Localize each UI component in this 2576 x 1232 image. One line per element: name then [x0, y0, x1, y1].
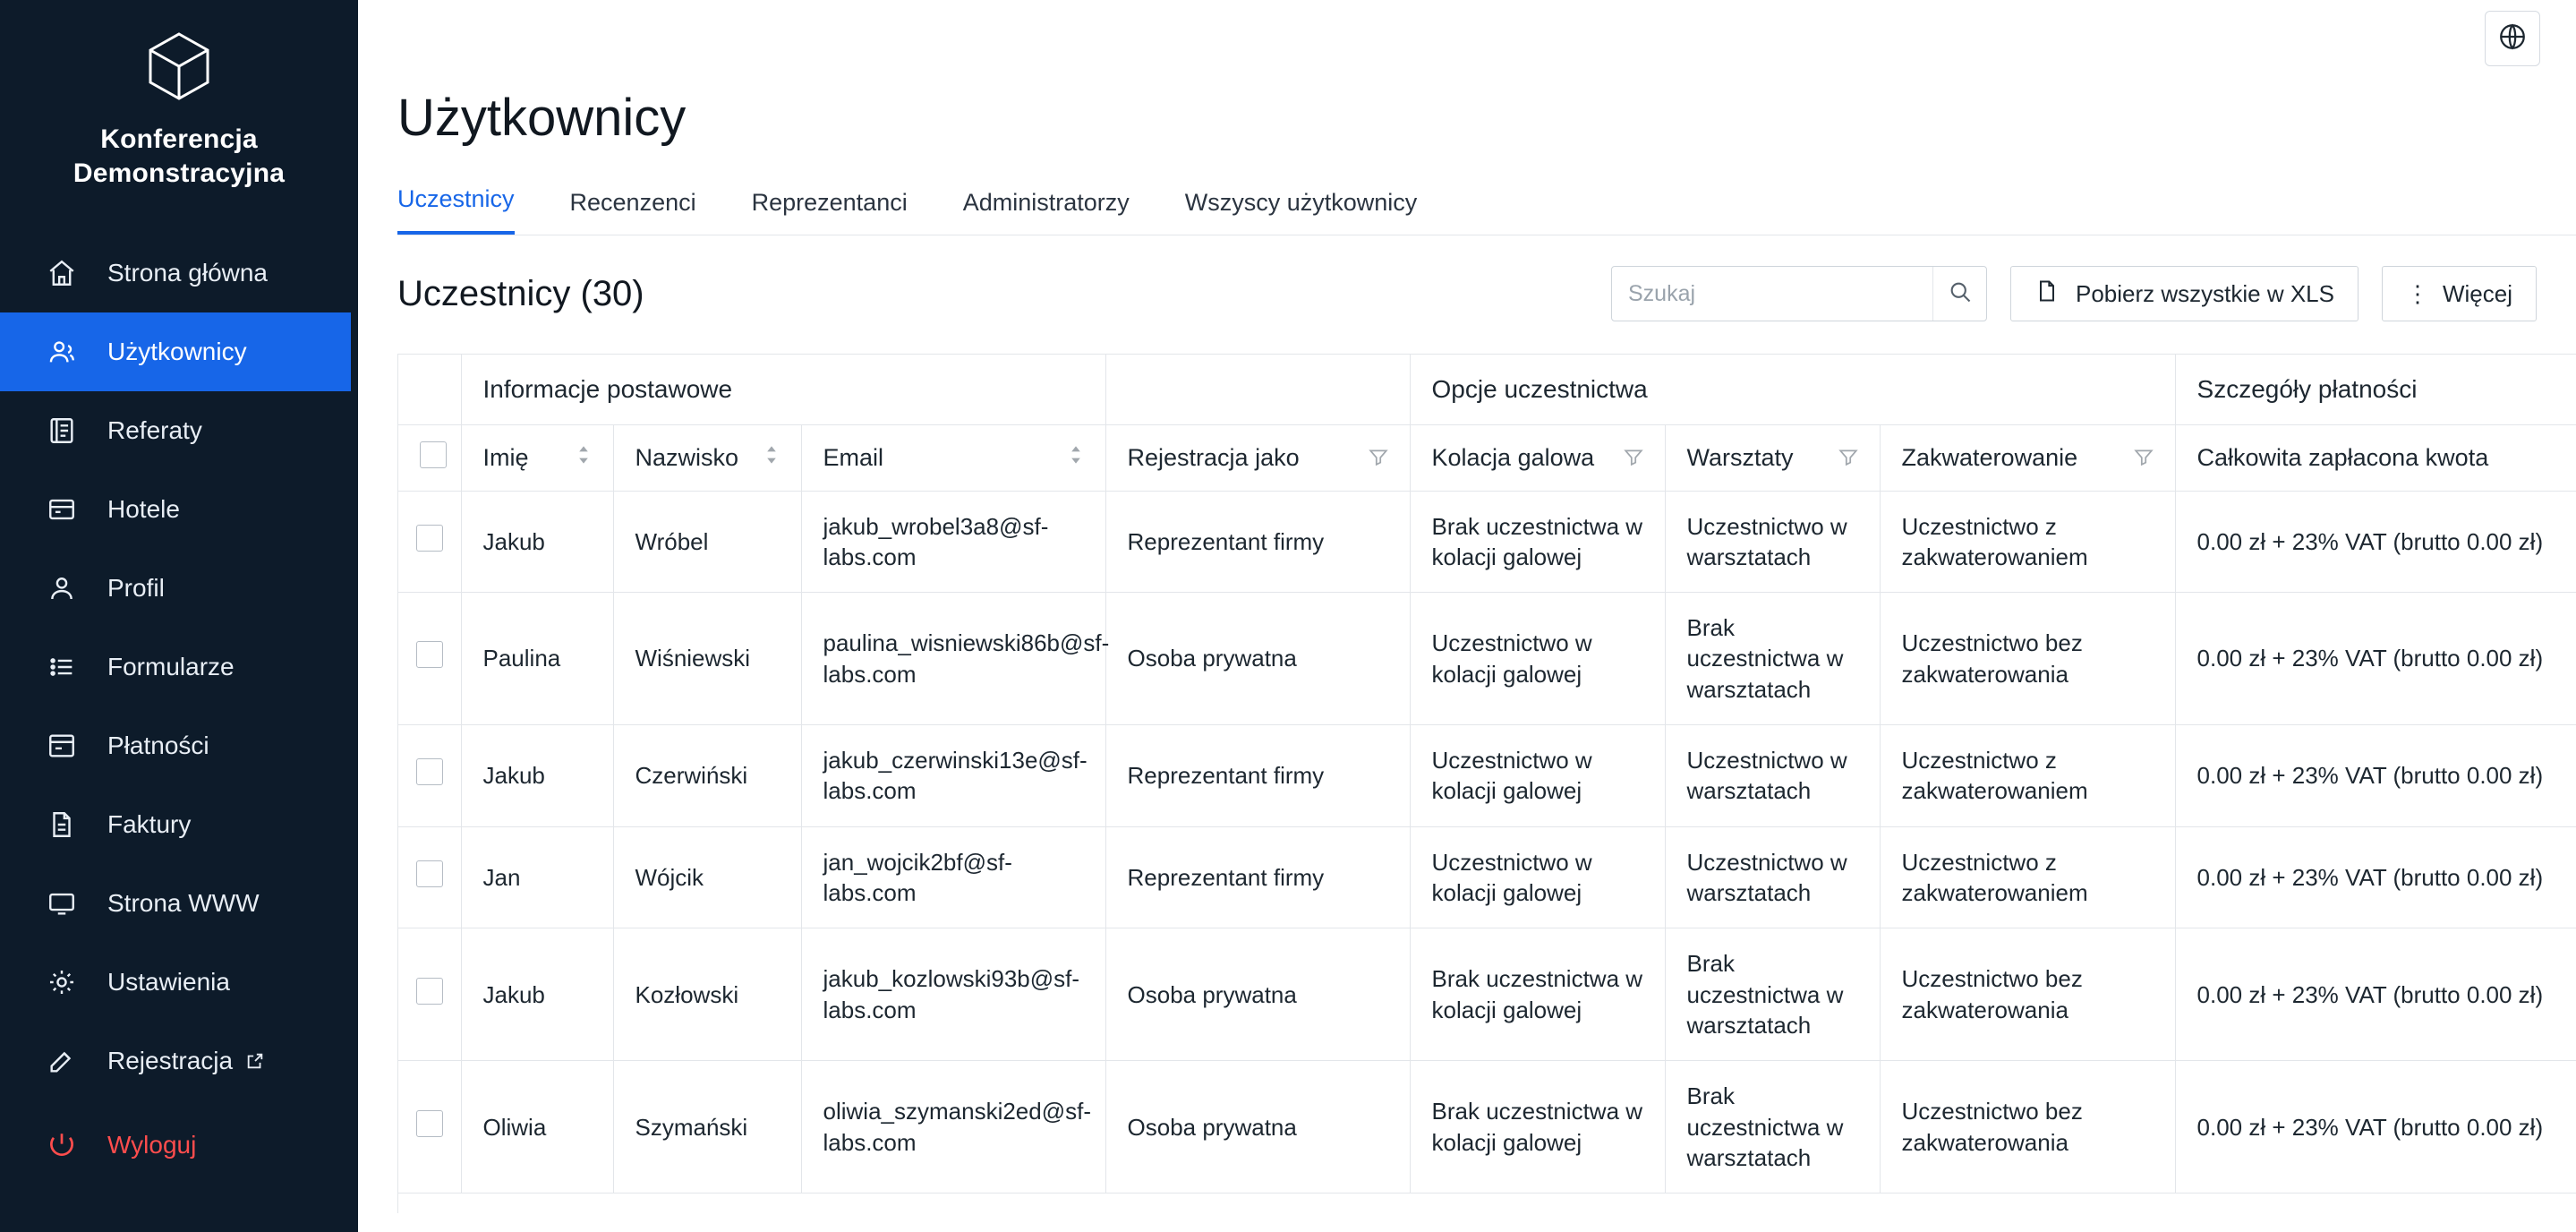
sidebar-item-label: Profil	[107, 574, 165, 602]
cell-nazwisko: Wróbel	[613, 491, 801, 593]
search-icon	[1948, 279, 1973, 309]
cell-kolacja: Uczestnictwo w kolacji galowej	[1410, 826, 1665, 928]
tab-label: Recenzenci	[569, 189, 696, 216]
sidebar-item-profil[interactable]	[0, 549, 358, 628]
cell-kolacja: Uczestnictwo w kolacji galowej	[1410, 725, 1665, 827]
filter-icon[interactable]	[1624, 444, 1643, 472]
cell-kwota: 0.00 zł + 23% VAT (brutto 0.00 zł)	[2175, 593, 2576, 725]
column-header-zakwaterowanie[interactable]	[1880, 424, 2175, 491]
row-select-cell[interactable]	[398, 1061, 461, 1194]
table-group-header-row	[398, 355, 2576, 424]
payments-icon	[41, 725, 82, 766]
logout-icon	[41, 1125, 82, 1166]
column-header-imie[interactable]	[461, 424, 613, 491]
download-xls-label: Pobierz wszystkie w XLS	[2076, 279, 2334, 307]
sidebar-item-label: Wyloguj	[107, 1131, 197, 1159]
tab-label: Reprezentanci	[751, 189, 908, 216]
group-header-spacer	[398, 355, 461, 424]
group-header-basic-info: Informacje postawowe	[461, 355, 1105, 424]
cell-rejestracja: Reprezentant firmy	[1105, 826, 1410, 928]
page-title: Użytkownicy	[397, 89, 687, 147]
tab-label: Uczestnicy	[397, 185, 515, 212]
tab-uczestnicy[interactable]	[397, 185, 515, 235]
sidebar-item-formularze[interactable]	[0, 628, 358, 706]
row-checkbox[interactable]	[416, 978, 443, 1005]
more-label: Więcej	[2442, 279, 2512, 307]
filter-icon[interactable]	[1369, 444, 1388, 472]
cell-zakwaterowanie: Uczestnictwo z zakwaterowaniem	[1880, 725, 2175, 827]
column-header-nazwisko[interactable]	[613, 424, 801, 491]
brand	[0, 30, 358, 218]
sort-icon[interactable]	[1068, 444, 1084, 472]
cell-imie: Oliwia	[461, 1061, 613, 1194]
hotel-icon	[41, 489, 82, 530]
column-label: Email	[823, 443, 884, 471]
row-checkbox[interactable]	[416, 758, 443, 785]
sidebar-item-label: Hotele	[107, 495, 180, 523]
group-header-participation-options: Opcje uczestnictwa	[1410, 355, 2175, 424]
gear-icon	[41, 962, 82, 1003]
cell-zakwaterowanie: Uczestnictwo bez zakwaterowania	[1880, 928, 2175, 1061]
language-switch-button[interactable]	[2485, 11, 2540, 66]
tab-wszyscy-uzytkownicy[interactable]	[1185, 189, 1418, 235]
sidebar-item-strona-glowna[interactable]	[0, 234, 358, 312]
sidebar-item-label: Płatności	[107, 732, 209, 759]
users-icon	[41, 331, 82, 372]
column-label: Imię	[482, 443, 529, 471]
search-button[interactable]	[1932, 267, 1986, 321]
cell-email: jakub_wrobel3a8@sf-labs.com	[801, 491, 1105, 593]
search-box[interactable]	[1611, 266, 1987, 321]
filter-icon[interactable]	[2134, 444, 2154, 472]
filter-icon[interactable]	[1838, 444, 1858, 472]
cell-email: oliwia_szymanski2ed@sf-labs.com	[801, 1061, 1105, 1194]
download-xls-button[interactable]	[2010, 266, 2358, 321]
sidebar-item-rejestracja[interactable]	[0, 1022, 358, 1100]
brand-title-line2: Demonstracyjna	[73, 158, 286, 188]
users-table-container[interactable]	[397, 354, 2576, 1213]
sidebar-item-label: Ustawienia	[107, 968, 230, 996]
cell-kwota: 0.00 zł + 23% VAT (brutto 0.00 zł)	[2175, 928, 2576, 1061]
table-row[interactable]	[398, 491, 2576, 593]
cell-nazwisko: Wiśniewski	[613, 593, 801, 725]
column-header-email[interactable]	[801, 424, 1105, 491]
table-head	[398, 355, 2576, 491]
cell-email: jakub_kozlowski93b@sf-labs.com	[801, 928, 1105, 1061]
table-row[interactable]	[398, 1061, 2576, 1194]
group-header-spacer-2	[1105, 355, 1410, 424]
cell-nazwisko: Czerwiński	[613, 725, 801, 827]
cell-imie: Jakub	[461, 928, 613, 1061]
column-header-rejestracja-jako[interactable]	[1105, 424, 1410, 491]
sidebar-item-platnosci[interactable]	[0, 706, 358, 785]
users-table	[398, 355, 2576, 1194]
vertical-dots-icon: ⋮	[2405, 280, 2430, 307]
cell-warsztaty: Uczestnictwo w warsztatach	[1665, 826, 1880, 928]
cell-email: jakub_czerwinski13e@sf-labs.com	[801, 725, 1105, 827]
select-all-header[interactable]	[398, 424, 461, 491]
sidebar-item-strona-www[interactable]	[0, 864, 358, 943]
sort-icon[interactable]	[763, 444, 780, 472]
cell-nazwisko: Szymański	[613, 1061, 801, 1194]
table-row[interactable]	[398, 593, 2576, 725]
cell-kwota: 0.00 zł + 23% VAT (brutto 0.00 zł)	[2175, 491, 2576, 593]
tab-administratorzy[interactable]	[963, 189, 1130, 235]
row-select-cell[interactable]	[398, 826, 461, 928]
sort-icon[interactable]	[576, 444, 592, 472]
search-input[interactable]	[1612, 267, 1932, 321]
column-label: Nazwisko	[635, 443, 739, 471]
cell-warsztaty: Brak uczestnictwa w warsztatach	[1665, 928, 1880, 1061]
column-label: Warsztaty	[1686, 443, 1794, 471]
section-title: Uczestnicy (30)	[397, 273, 644, 313]
cell-rejestracja: Osoba prywatna	[1105, 593, 1410, 725]
sidebar-item-label: Formularze	[107, 653, 235, 680]
sidebar-nav	[0, 234, 358, 1185]
row-select-cell[interactable]	[398, 491, 461, 593]
cell-kwota: 0.00 zł + 23% VAT (brutto 0.00 zł)	[2175, 725, 2576, 827]
sidebar	[0, 0, 358, 1232]
cell-imie: Jan	[461, 826, 613, 928]
topbar	[358, 0, 2576, 77]
table-row[interactable]	[398, 928, 2576, 1061]
row-checkbox[interactable]	[416, 641, 443, 668]
cell-rejestracja: Reprezentant firmy	[1105, 491, 1410, 593]
select-all-checkbox[interactable]	[420, 441, 447, 468]
cell-rejestracja: Osoba prywatna	[1105, 1061, 1410, 1194]
cell-zakwaterowanie: Uczestnictwo z zakwaterowaniem	[1880, 826, 2175, 928]
row-checkbox[interactable]	[416, 1110, 443, 1137]
sidebar-item-label: Strona WWW	[107, 889, 260, 917]
cell-kolacja: Brak uczestnictwa w kolacji galowej	[1410, 1061, 1665, 1194]
main-content	[358, 0, 2576, 1232]
tabs	[397, 185, 2576, 235]
cell-warsztaty: Uczestnictwo w warsztatach	[1665, 491, 1880, 593]
cell-kwota: 0.00 zł + 23% VAT (brutto 0.00 zł)	[2175, 1061, 2576, 1194]
cell-email: paulina_wisniewski86b@sf-labs.com	[801, 593, 1105, 725]
sidebar-item-faktury[interactable]	[0, 785, 358, 864]
papers-icon	[41, 410, 82, 451]
cell-warsztaty: Brak uczestnictwa w warsztatach	[1665, 593, 1880, 725]
tab-recenzenci[interactable]	[570, 189, 696, 235]
cell-zakwaterowanie: Uczestnictwo bez zakwaterowania	[1880, 593, 2175, 725]
column-header-warsztaty[interactable]	[1665, 424, 1880, 491]
cell-imie: Jakub	[461, 491, 613, 593]
sidebar-item-label: Rejestracja	[107, 1047, 234, 1074]
row-select-cell[interactable]	[398, 725, 461, 827]
home-icon	[41, 252, 82, 294]
cell-nazwisko: Wójcik	[613, 826, 801, 928]
invoice-icon	[41, 804, 82, 845]
table-row[interactable]	[398, 826, 2576, 928]
tab-reprezentanci[interactable]	[752, 189, 908, 235]
cell-warsztaty: Brak uczestnictwa w warsztatach	[1665, 1061, 1880, 1194]
cell-rejestracja: Reprezentant firmy	[1105, 725, 1410, 827]
cell-kwota: 0.00 zł + 23% VAT (brutto 0.00 zł)	[2175, 826, 2576, 928]
tab-label: Administratorzy	[962, 189, 1130, 216]
toolbar	[397, 266, 2537, 321]
row-select-cell[interactable]	[398, 593, 461, 725]
sidebar-item-uzytkownicy[interactable]	[0, 312, 351, 391]
column-header-calkowita-zaplacona-kwota[interactable]	[2175, 424, 2576, 491]
cell-kolacja: Uczestnictwo w kolacji galowej	[1410, 593, 1665, 725]
more-button[interactable]	[2382, 266, 2537, 321]
sidebar-item-label: Referaty	[107, 416, 202, 444]
sidebar-item-wyloguj[interactable]	[0, 1106, 358, 1185]
cell-zakwaterowanie: Uczestnictwo bez zakwaterowania	[1880, 1061, 2175, 1194]
table-column-header-row	[398, 424, 2576, 491]
cell-email: jan_wojcik2bf@sf-labs.com	[801, 826, 1105, 928]
cell-kolacja: Brak uczestnictwa w kolacji galowej	[1410, 928, 1665, 1061]
sidebar-item-ustawienia[interactable]	[0, 943, 358, 1022]
file-icon	[2034, 278, 2060, 311]
cell-warsztaty: Uczestnictwo w warsztatach	[1665, 725, 1880, 827]
cell-imie: Jakub	[461, 725, 613, 827]
brand-title-line1: Konferencja	[100, 124, 258, 154]
column-label: Rejestracja jako	[1127, 443, 1300, 471]
list-icon	[41, 646, 82, 688]
monitor-icon	[41, 883, 82, 924]
person-icon	[41, 568, 82, 609]
edit-icon	[41, 1040, 82, 1082]
cell-kolacja: Brak uczestnictwa w kolacji galowej	[1410, 491, 1665, 593]
group-header-payment-details: Szczegóły płatności	[2175, 355, 2576, 424]
cell-zakwaterowanie: Uczestnictwo z zakwaterowaniem	[1880, 491, 2175, 593]
cube-icon	[27, 30, 331, 107]
column-label: Kolacja galowa	[1431, 443, 1595, 471]
column-label: Całkowita zapłacona kwota	[2196, 443, 2489, 471]
column-header-kolacja-galowa[interactable]	[1410, 424, 1665, 491]
column-label: Zakwaterowanie	[1901, 443, 2078, 471]
sidebar-item-label: Użytkownicy	[107, 338, 247, 365]
globe-icon	[2497, 21, 2528, 56]
table-row[interactable]	[398, 725, 2576, 827]
cell-imie: Paulina	[461, 593, 613, 725]
table-body	[398, 491, 2576, 1194]
external-link-icon	[245, 1051, 265, 1071]
sidebar-item-label: Strona główna	[107, 259, 269, 287]
row-select-cell[interactable]	[398, 928, 461, 1061]
cell-rejestracja: Osoba prywatna	[1105, 928, 1410, 1061]
tab-label: Wszyscy użytkownicy	[1184, 189, 1418, 216]
cell-nazwisko: Kozłowski	[613, 928, 801, 1061]
sidebar-item-label: Faktury	[107, 810, 192, 838]
row-checkbox[interactable]	[416, 525, 443, 552]
sidebar-item-referaty[interactable]	[0, 391, 358, 470]
row-checkbox[interactable]	[416, 860, 443, 887]
sidebar-item-hotele[interactable]	[0, 470, 358, 549]
